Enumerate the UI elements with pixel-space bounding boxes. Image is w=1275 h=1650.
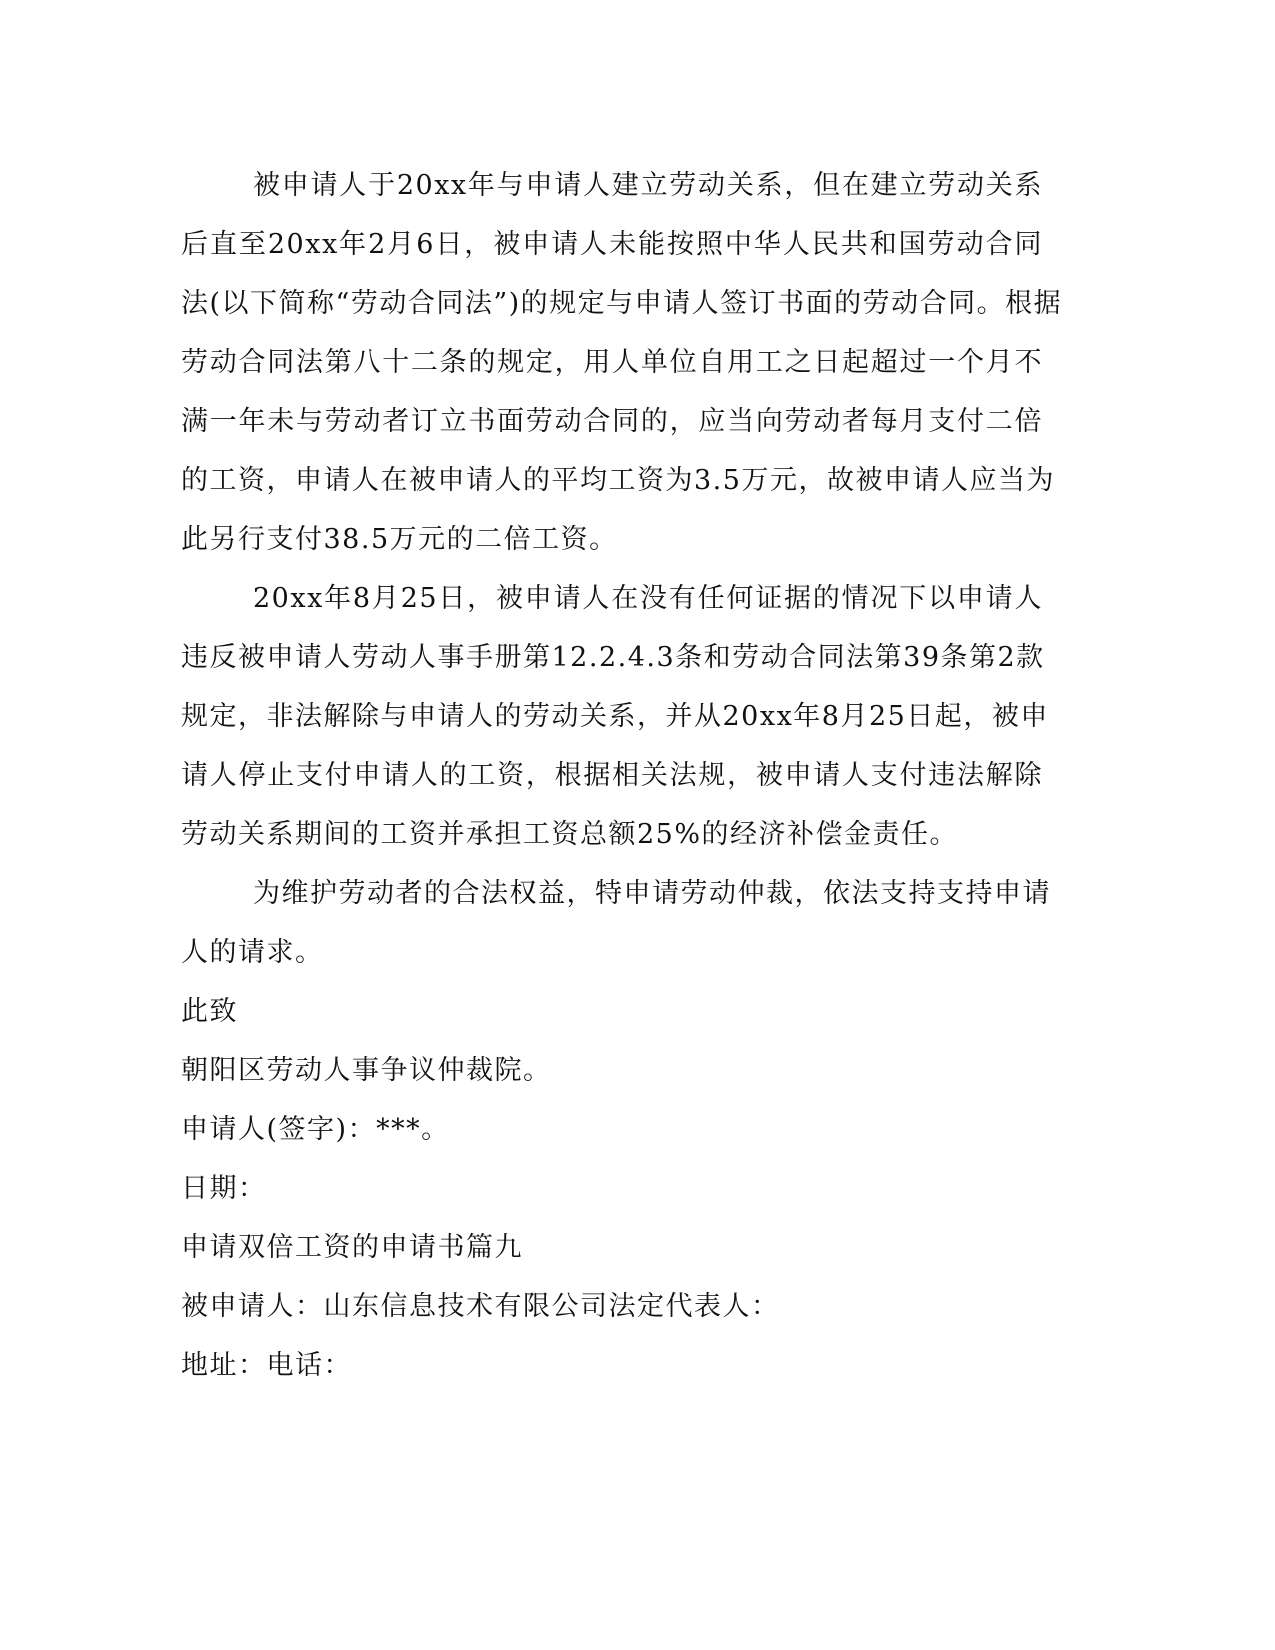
text-line: 满一年未与劳动者订立书面劳动合同的，应当向劳动者每月支付二倍 — [181, 406, 1043, 437]
text-line: 规定，非法解除与申请人的劳动关系，并从20xx年8月25日起，被申 — [181, 701, 1049, 732]
text-line: 为维护劳动者的合法权益，特申请劳动仲裁，依法支持支持申请 — [253, 878, 1051, 909]
text-line: 20xx年8月25日，被申请人在没有任何证据的情况下以申请人 — [253, 583, 1043, 614]
text-line: 违反被申请人劳动人事手册第12.2.4.3条和劳动合同法第39条第2款 — [181, 642, 1045, 673]
address-phone-line: 地址：电话： — [181, 1350, 352, 1381]
text-line: 法(以下简称“劳动合同法”)的规定与申请人签订书面的劳动合同。根据 — [181, 288, 1063, 319]
paragraph-labor-relationship — [181, 156, 1063, 569]
recipient: 朝阳区劳动人事争议仲裁院。 — [181, 1055, 552, 1086]
signature-line: 申请人(签字)：***。 — [181, 1114, 450, 1145]
next-section-title: 申请双倍工资的申请书篇九 — [181, 1232, 523, 1263]
text-line: 此另行支付38.5万元的二倍工资。 — [181, 524, 618, 555]
text-line: 劳动关系期间的工资并承担工资总额25%的经济补偿金责任。 — [181, 819, 959, 850]
paragraph-illegal-termination — [181, 569, 1049, 864]
respondent-line: 被申请人：山东信息技术有限公司法定代表人： — [181, 1291, 780, 1322]
date-line: 日期： — [181, 1173, 267, 1204]
salutation: 此致 — [181, 996, 238, 1027]
paragraph-request — [181, 864, 1051, 982]
text-line: 的工资，申请人在被申请人的平均工资为3.5万元，故被申请人应当为 — [181, 465, 1055, 496]
text-line: 劳动合同法第八十二条的规定，用人单位自用工之日起超过一个月不 — [181, 347, 1043, 378]
text-line: 被申请人于20xx年与申请人建立劳动关系，但在建立劳动关系 — [253, 170, 1043, 201]
text-line: 请人停止支付申请人的工资，根据相关法规，被申请人支付违法解除 — [181, 760, 1043, 791]
text-line: 人的请求。 — [181, 937, 324, 968]
text-line: 后直至20xx年2月6日，被申请人未能按照中华人民共和国劳动合同 — [181, 229, 1043, 260]
document-body — [181, 156, 1063, 1395]
